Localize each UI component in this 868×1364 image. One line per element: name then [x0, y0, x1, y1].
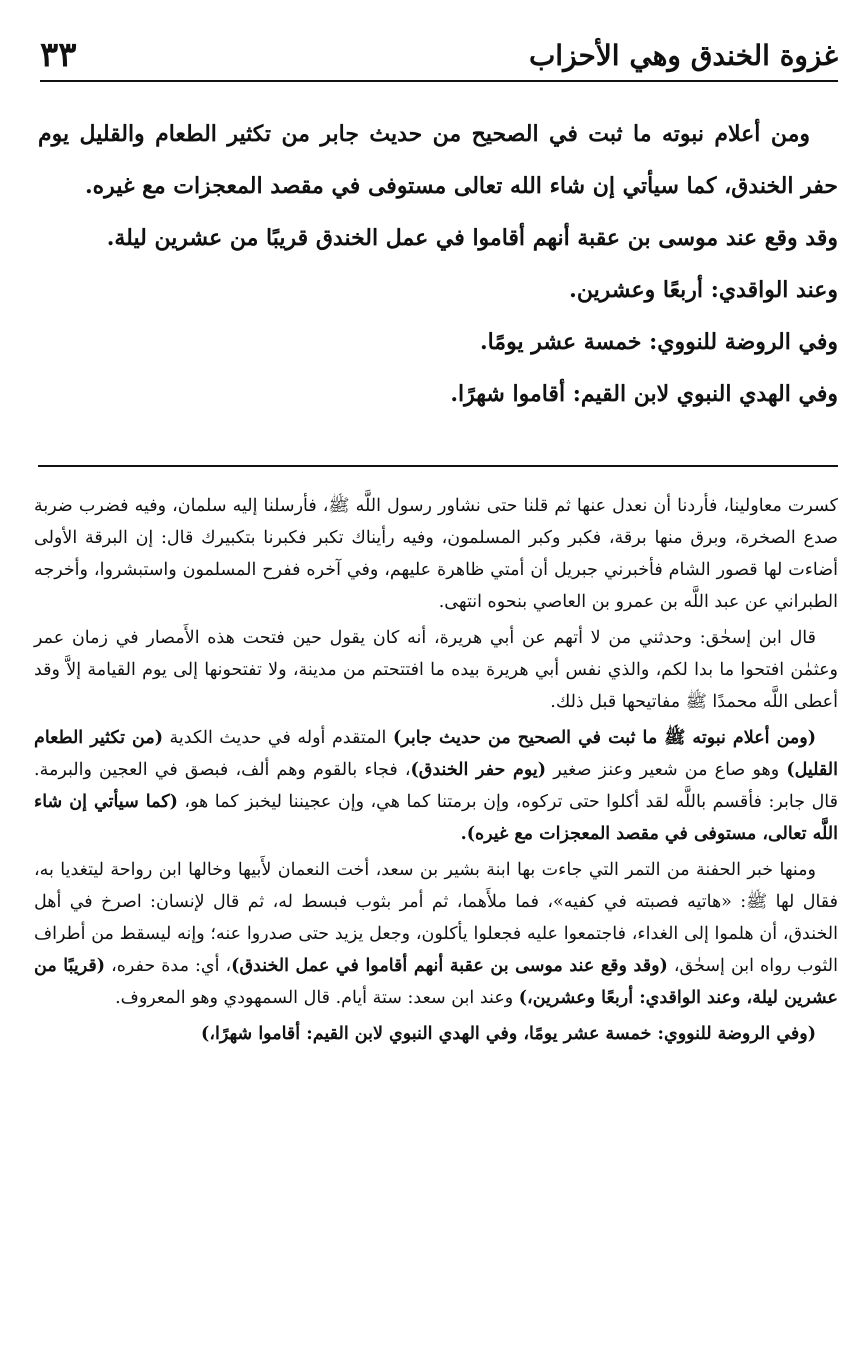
- main-paragraph-4: وفي الروضة للنووي: خمسة عشر يومًا.: [479, 329, 838, 355]
- main-paragraph-3: وعند الواقدي: أربعًا وعشرين.: [569, 277, 838, 303]
- main-paragraph-5: وفي الهدي النبوي لابن القيم: أقاموا شهرًا.: [450, 381, 838, 407]
- page-number: ٣٣: [40, 35, 77, 75]
- section-divider: [38, 465, 838, 467]
- main-text: [38, 108, 838, 420]
- commentary-text-run: ومنها خبر الحفنة من التمر التي جاءت بها ابنة بشير بن سعد، أخت النعمان لأَبيها وخالها ابن رواحة ليتغديا به، فقال لها ﷺ: «هاتيه فصبته في كفيه»، فما ملأَهما، ثم أمر بثوب فبسط له، ثم قال لإنسان: اصرخ في أهل الخندق، أن هلموا إلى الغداء، فاجتمعوا عليه فجعلوا يأكلون، وجعل يزيد حتى صدروا عنه؛ وإنه ليسقط من أطراف الثوب رواه ابن إسحٰق،: [34, 860, 838, 976]
- commentary-text-run: وعند ابن سعد: ستة أيام. قال السمهودي وهو المعروف.: [115, 988, 519, 1008]
- main-paragraph-1: ومن أعلام نبوته ما ثبت في الصحيح من حديث جابر من تكثير الطعام والقليل يوم حفر الخندق، كما سيأتي إن شاء الله تعالى مستوفى في مقصد المعجزات مع غيره.: [38, 121, 838, 199]
- commentary-paragraph-1: كسرت معاولينا، فأردنا أن نعدل عنها ثم قلنا حتى نشاور رسول اللَّه ﷺ، فأرسلنا إليه سلمان، وفيه فضرب ضربة صدع الصخرة، وبرق منها برقة، فكبر وكبر المسلمون، وفيه رأيناك تكبر فكبرنا بتكبيرك قال: إن البرقة الأولى أضاءت لها قصور الشام فأخبرني جبريل أن أمتي ظاهرة عليهم، وفي آخره ففرح المسلمون واستبشروا، وأخرجه الطبراني عن عبد اللَّه بن عمرو بن العاصي بنحوه انتهى.: [34, 496, 838, 612]
- quoted-text: (وقد وقع عند موسى بن عقبة أنهم أقاموا في عمل الخندق): [231, 956, 668, 976]
- quoted-text: (من تكثير الطعام القليل): [34, 728, 838, 780]
- main-paragraph-2: وقد وقع عند موسى بن عقبة أنهم أقاموا في عمل الخندق قريبًا من عشرين ليلة.: [106, 225, 838, 251]
- quoted-text: (ومن أعلام نبوته ﷺ ما ثبت في الصحيح من حديث جابر): [392, 728, 816, 748]
- quoted-text: (كما سيأتي إن شاء اللَّه تعالى، مستوفى في مقصد المعجزات مع غيره).: [34, 792, 838, 844]
- page-header: [40, 30, 838, 82]
- commentary-text-run: المتقدم أوله في حديث الكدية: [163, 728, 393, 748]
- quoted-text: (وفي الروضة للنووي: خمسة عشر يومًا، وفي الهدي النبوي لابن القيم: أقاموا شهرًا،): [201, 1024, 816, 1044]
- commentary-paragraph-2: قال ابن إسحٰق: وحدثني من لا أتهم عن أبي هريرة، أنه كان يقول حين فتحت هذه الأَمصار في زمان عمر وعثمٰن افتحوا ما بدا لكم، والذي نفس أبي هريرة بيده ما افتتحتم من مدينة، ولا تفتحونها إلى يوم القيامة إلاَّ وقد أعطى اللَّه محمدًا ﷺ مفاتيحها قبل ذلك.: [34, 628, 838, 712]
- commentary-text-run: ، أي: مدة حفره،: [105, 956, 232, 976]
- quoted-text: (يوم حفر الخندق): [410, 760, 547, 780]
- commentary-text: [34, 490, 838, 1054]
- commentary-paragraph-4: [34, 854, 838, 1014]
- chapter-title: غزوة الخندق وهي الأحزاب: [528, 38, 838, 72]
- commentary-text-run: ، فجاء بالقوم وهم ألف، فبصق في العجين والبرمة. قال جابر: فأقسم باللَّه لقد أكلوا حتى تركوه، وإن برمتنا كما هي، وإن عجيننا ليخبز كما هو،: [34, 760, 838, 812]
- commentary-text-run: وهو صاع من شعير وعنز صغير: [546, 760, 787, 780]
- quoted-text: (قريبًا من عشرين ليلة، وعند الواقدي: أربعًا وعشرين،): [34, 956, 838, 1008]
- commentary-paragraph-3: [34, 722, 838, 850]
- commentary-paragraph-5: [34, 1018, 838, 1050]
